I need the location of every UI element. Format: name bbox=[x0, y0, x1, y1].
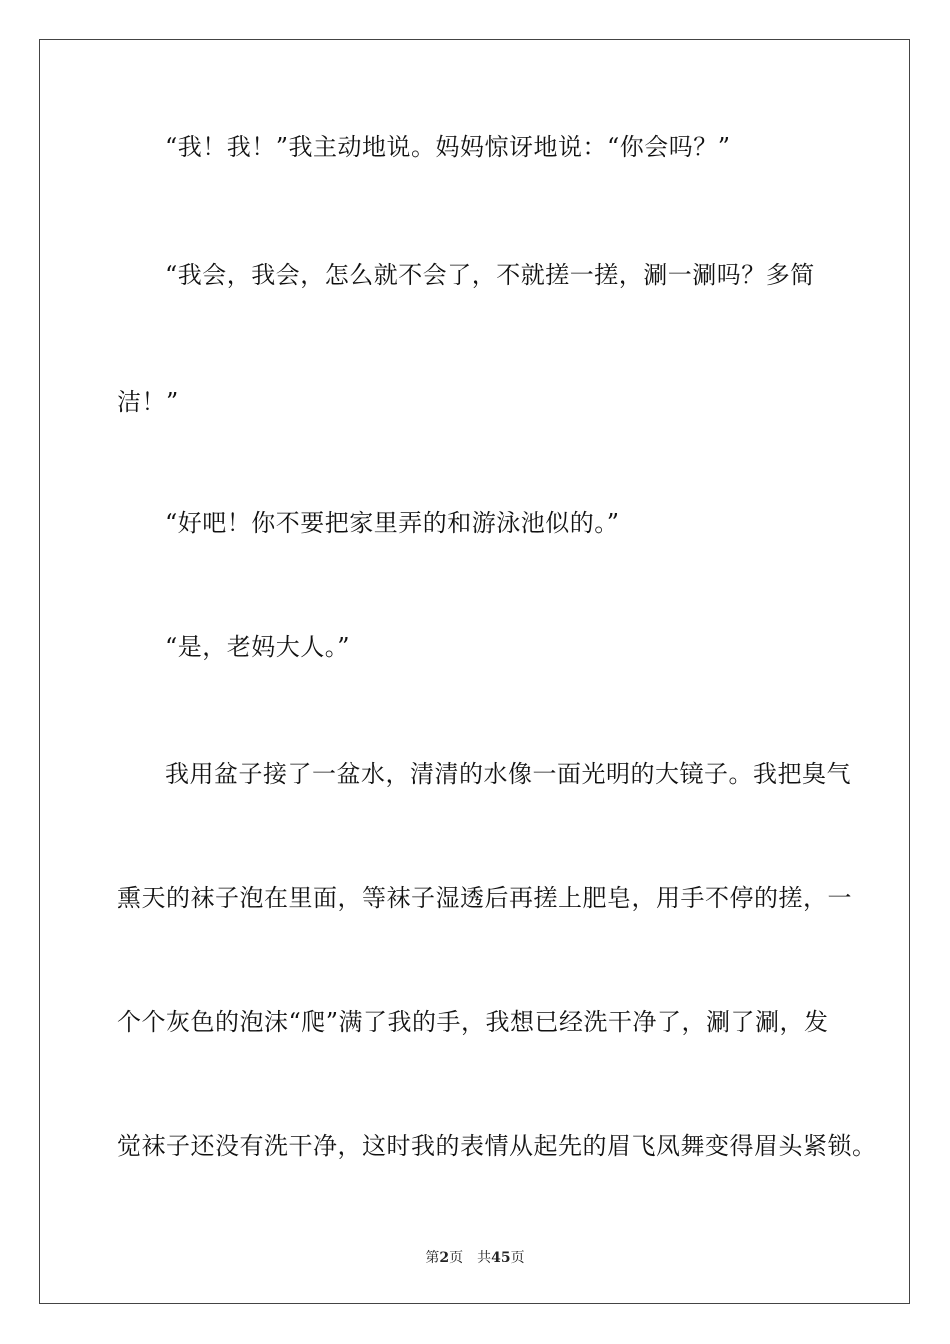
paragraph-line: “好吧！你不要把家里弄的和游泳池似的。” bbox=[165, 509, 620, 537]
page-footer bbox=[0, 1249, 950, 1267]
page-number: 2 bbox=[439, 1250, 450, 1266]
paragraph-line: “我会，我会，怎么就不会了，不就搓一搓，涮一涮吗？多简 bbox=[165, 261, 815, 289]
total-pages: 45 bbox=[491, 1250, 511, 1266]
page-suffix: 页 bbox=[449, 1250, 464, 1266]
paragraph-line: 洁！” bbox=[117, 388, 179, 416]
paragraph-line: 觉袜子还没有洗干净，这时我的表情从起先的眉飞凤舞变得眉头紧锁。 bbox=[117, 1132, 877, 1160]
page-prefix: 第 bbox=[425, 1250, 440, 1266]
paragraph-line: “是，老妈大人。” bbox=[165, 633, 351, 661]
page-border bbox=[39, 39, 910, 1304]
paragraph-line: 我用盆子接了一盆水，清清的水像一面光明的大镜子。我把臭气 bbox=[165, 760, 851, 788]
total-suffix: 页 bbox=[510, 1250, 525, 1266]
paragraph-line: 个个灰色的泡沫“爬”满了我的手，我想已经洗干净了，涮了涮，发 bbox=[117, 1008, 829, 1036]
paragraph-line: “我！我！”我主动地说。妈妈惊讶地说：“你会吗？” bbox=[165, 133, 731, 161]
paragraph-line: 熏天的袜子泡在里面，等袜子湿透后再搓上肥皂，用手不停的搓，一 bbox=[117, 884, 852, 912]
total-prefix: 共 bbox=[477, 1250, 492, 1266]
